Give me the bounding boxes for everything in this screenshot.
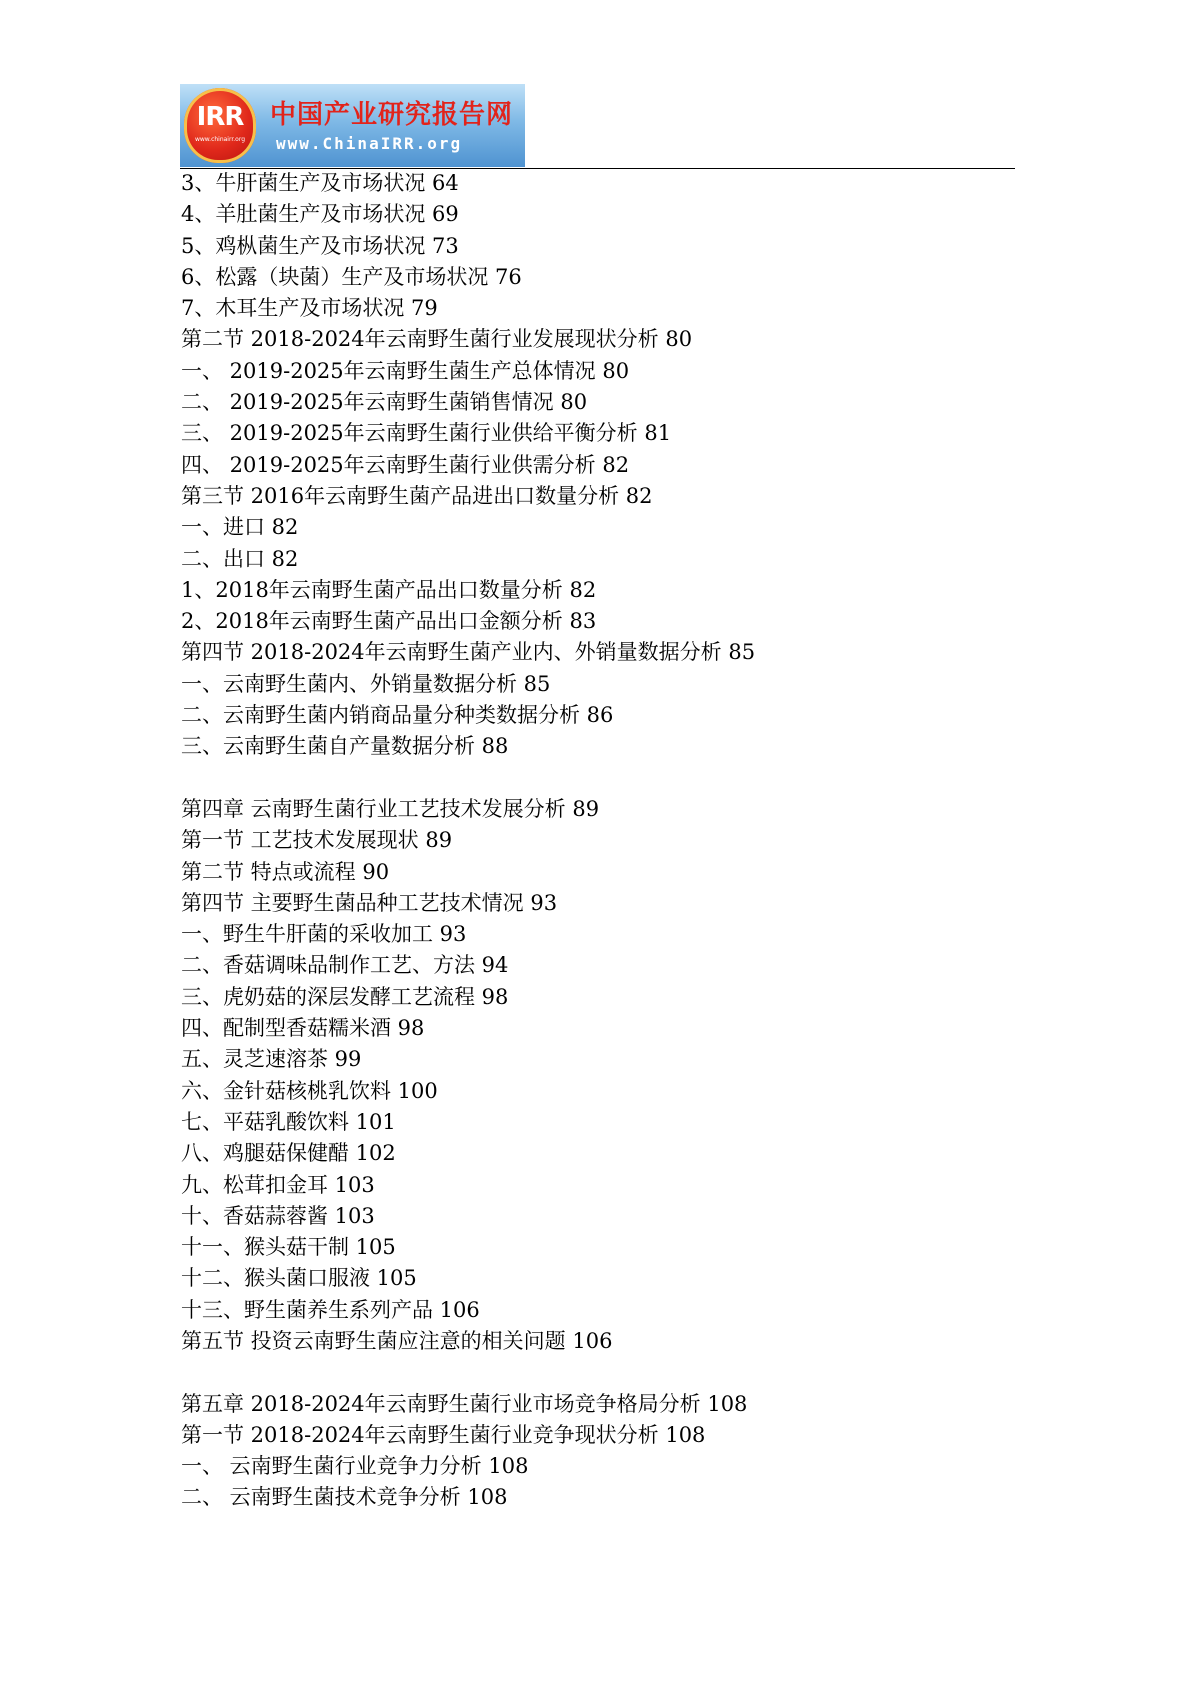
toc-entry: 十二、猴头菌口服液 105 [181,1266,417,1291]
toc-entry: 2、2018年云南野生菌产品出口金额分析 83 [181,609,597,634]
toc-entry: 七、平菇乳酸饮料 101 [181,1109,396,1134]
toc-entry: 第一节 2018-2024年云南野生菌行业竞争现状分析 108 [181,1422,706,1447]
toc-entry: 二、香菇调味品制作工艺、方法 94 [181,953,509,978]
toc-entry: 第一节 工艺技术发展现状 89 [181,828,453,853]
toc-entry: 第四章 云南野生菌行业工艺技术发展分析 89 [181,796,600,821]
toc-entry: 第三节 2016年云南野生菌产品进出口数量分析 82 [181,483,653,508]
logo-badge-text: IRR [196,102,244,132]
toc-entry: 7、木耳生产及市场状况 79 [181,296,438,321]
toc-entry: 二、 云南野生菌技术竞争分析 108 [181,1485,508,1510]
toc-entry: 三、 2019-2025年云南野生菌行业供给平衡分析 81 [181,421,672,446]
toc-entry: 三、虎奶菇的深层发酵工艺流程 98 [181,984,509,1009]
toc-spacer [181,763,1015,794]
toc-entry: 第五章 2018-2024年云南野生菌行业市场竞争格局分析 108 [181,1391,748,1416]
page-header [180,84,1015,169]
table-of-contents [181,168,1015,1514]
toc-entry: 十三、野生菌养生系列产品 106 [181,1297,480,1322]
toc-entry: 三、云南野生菌自产量数据分析 88 [181,734,509,759]
toc-entry: 一、云南野生菌内、外销量数据分析 85 [181,671,551,696]
toc-entry: 五、灵芝速溶茶 99 [181,1047,362,1072]
toc-entry: 一、进口 82 [181,515,299,540]
toc-entry: 四、 2019-2025年云南野生菌行业供需分析 82 [181,452,630,477]
toc-spacer [181,1357,1015,1388]
logo-title: 中国产业研究报告网 [270,100,514,130]
toc-entry: 六、金针菇核桃乳饮料 100 [181,1078,438,1103]
toc-entry: 十一、猴头菇干制 105 [181,1235,396,1260]
toc-entry: 九、松茸扣金耳 103 [181,1172,375,1197]
toc-entry: 第二节 2018-2024年云南野生菌行业发展现状分析 80 [181,327,693,352]
irr-logo [180,84,525,167]
toc-entry: 一、 2019-2025年云南野生菌生产总体情况 80 [181,358,630,383]
toc-entry: 第四节 主要野生菌品种工艺技术情况 93 [181,890,558,915]
toc-entry: 一、野生牛肝菌的采收加工 93 [181,922,467,947]
toc-entry: 3、牛肝菌生产及市场状况 64 [181,171,459,195]
toc-entry: 十、香菇蒜蓉酱 103 [181,1203,375,1228]
toc-entry: 一、 云南野生菌行业竞争力分析 108 [181,1454,529,1479]
logo-badge-subtext: www.chinairr.org [194,136,246,143]
toc-entry: 第五节 投资云南野生菌应注意的相关问题 106 [181,1328,613,1353]
toc-entry: 二、云南野生菌内销商品量分种类数据分析 86 [181,703,614,728]
toc-entry: 四、配制型香菇糯米酒 98 [181,1016,425,1041]
toc-entry: 第四节 2018-2024年云南野生菌产业内、外销量数据分析 85 [181,640,756,665]
logo-url: www.ChinaIRR.org [276,134,463,153]
toc-entry: 6、松露（块菌）生产及市场状况 76 [181,264,522,289]
toc-entry: 4、羊肚菌生产及市场状况 69 [181,202,459,227]
toc-entry: 八、鸡腿菇保健醋 102 [181,1141,396,1166]
toc-entry: 5、鸡枞菌生产及市场状况 73 [181,233,459,258]
toc-entry: 二、 2019-2025年云南野生菌销售情况 80 [181,390,588,415]
irr-badge-icon [184,88,256,163]
toc-entry: 二、出口 82 [181,546,299,571]
toc-entry: 1、2018年云南野生菌产品出口数量分析 82 [181,577,597,602]
toc-entry: 第二节 特点或流程 90 [181,859,390,884]
